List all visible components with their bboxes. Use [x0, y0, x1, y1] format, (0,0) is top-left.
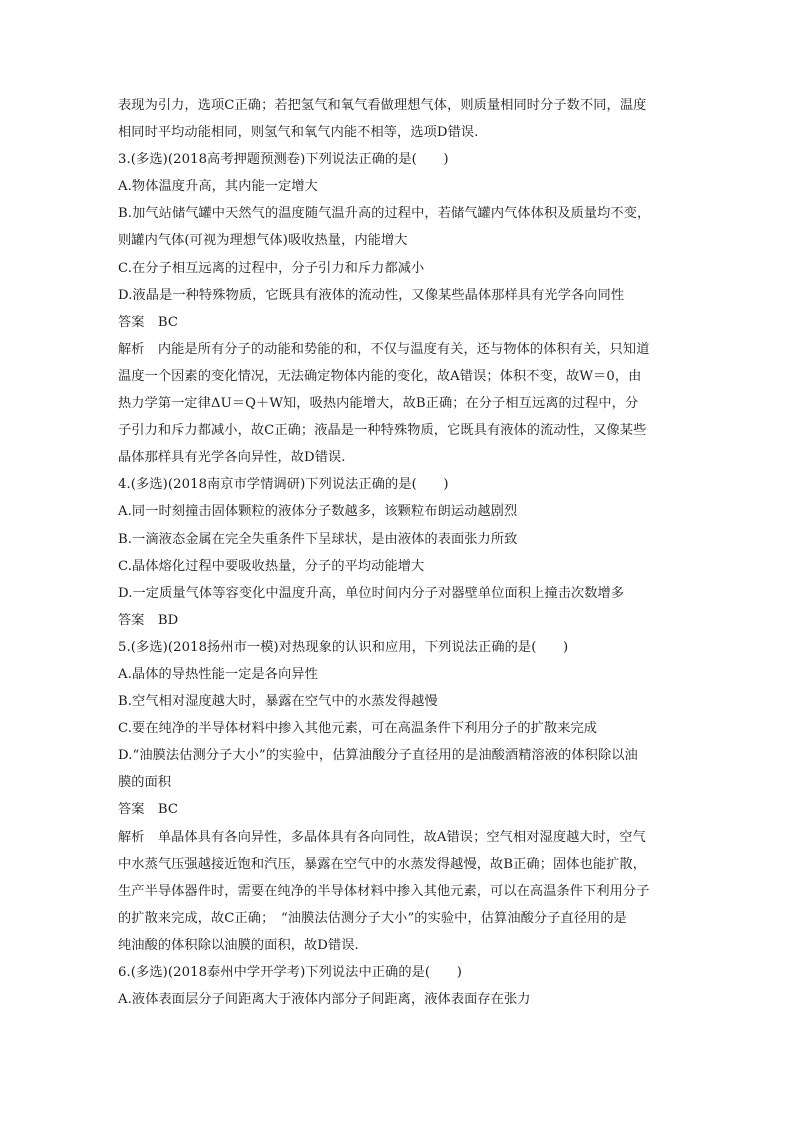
question-3-option-d: D.液晶是一种特殊物质，它既具有液体的流动性，又像某些晶体那样具有光学各向同性: [118, 287, 625, 303]
question-3-answer: 答案 BC: [118, 314, 179, 330]
question-3-analysis: 子引力和斥力都减小，故C正确；液晶是一种特殊物质，它既具有液体的流动性，又像某些: [118, 423, 647, 439]
question-5-option-b: B.空气相对湿度越大时，暴露在空气中的水蒸发得越慢: [118, 694, 438, 710]
question-5-option-d: D.“油膜法估测分子大小”的实验中，估算油酸分子直径用的是油酸酒精溶液的体积除以油: [118, 748, 638, 764]
question-3-analysis: 温度一个因素的变化情况，无法确定物体内能的变化，故A错误；体积不变，故W＝0，由: [118, 368, 642, 384]
question-3-option-b-cont: 则罐内气体(可视为理想气体)吸收热量，内能增大: [118, 233, 408, 249]
question-6-option-a: A.液体表面层分子间距离大于液体内部分子间距离，液体表面存在张力: [118, 992, 531, 1008]
question-5-option-c: C.要在纯净的半导体材料中掺入其他元素，可在高温条件下利用分子的扩散来完成: [118, 721, 598, 737]
question-3-stem: 3.(多选)(2018高考押题预测卷)下列说法正确的是( ): [118, 152, 449, 168]
question-3-analysis: 热力学第一定律ΔU＝Q＋W知，吸热内能增大，故B正确；在分子相互远离的过程中，分: [118, 396, 639, 412]
question-5-analysis: 生产半导体器件时，需要在纯净的半导体材料中掺入其他元素，可以在高温条件下利用分子: [118, 883, 650, 899]
question-4-answer: 答案 BD: [118, 612, 179, 628]
question-4-stem: 4.(多选)(2018南京市学情调研)下列说法正确的是( ): [118, 477, 449, 493]
document-page: [118, 92, 678, 1013]
text-line: 相同时平均动能相同，则氢气和氧气内能不相等，选项D错误.: [118, 125, 479, 141]
question-5-stem: 5.(多选)(2018扬州市一模)对热现象的认识和应用，下列说法正确的是( ): [118, 639, 569, 655]
question-3-analysis: 晶体那样具有光学各向异性，故D错误.: [118, 450, 346, 466]
question-5-option-a: A.晶体的导热性能一定是各向异性: [118, 666, 318, 682]
question-5-analysis: 中水蒸气压强越接近饱和汽压，暴露在空气中的水蒸发得越慢，故B正确；固体也能扩散，: [118, 856, 646, 872]
question-5-answer: 答案 BC: [118, 802, 179, 818]
question-5-analysis: 纯油酸的体积除以油膜的面积，故D错误.: [118, 937, 359, 953]
question-5-analysis: 的扩散来完成，故C正确； “油膜法估测分子大小”的实验中，估算油酸分子直径用的是: [118, 910, 627, 926]
question-4-option-b: B.一滴液态金属在完全失重条件下呈球状，是由液体的表面张力所致: [118, 531, 518, 547]
question-3-analysis: 解析 内能是所有分子的动能和势能的和，不仅与温度有关，还与物体的体积有关，只知道: [118, 341, 650, 357]
question-5-analysis: 解析 单晶体具有各向异性，多晶体具有各向同性，故A错误；空气相对湿度越大时，空气: [118, 829, 646, 845]
question-5-option-d-cont: 膜的面积: [118, 775, 172, 791]
question-6-stem: 6.(多选)(2018泰州中学开学考)下列说法中正确的是( ): [118, 965, 462, 980]
text-line: 表现为引力，选项C正确；若把氢气和氧气看做理想气体，则质量相同时分子数不同，温度: [118, 98, 647, 113]
question-4-option-c: C.晶体熔化过程中要吸收热量，分子的平均动能增大: [118, 558, 425, 574]
question-3-option-a: A.物体温度升高，其内能一定增大: [118, 179, 318, 195]
question-3-option-b: B.加气站储气罐中天然气的温度随气温升高的过程中，若储气罐内气体体积及质量均不变，: [118, 206, 651, 222]
question-4-option-d: D.一定质量气体等容变化中温度升高，单位时间内分子对器壁单位面积上撞击次数增多: [118, 585, 625, 601]
question-4-option-a: A.同一时刻撞击固体颗粒的液体分子数越多，该颗粒布朗运动越剧烈: [118, 504, 518, 520]
question-3-option-c: C.在分子相互远离的过程中，分子引力和斥力都减小: [118, 260, 425, 276]
